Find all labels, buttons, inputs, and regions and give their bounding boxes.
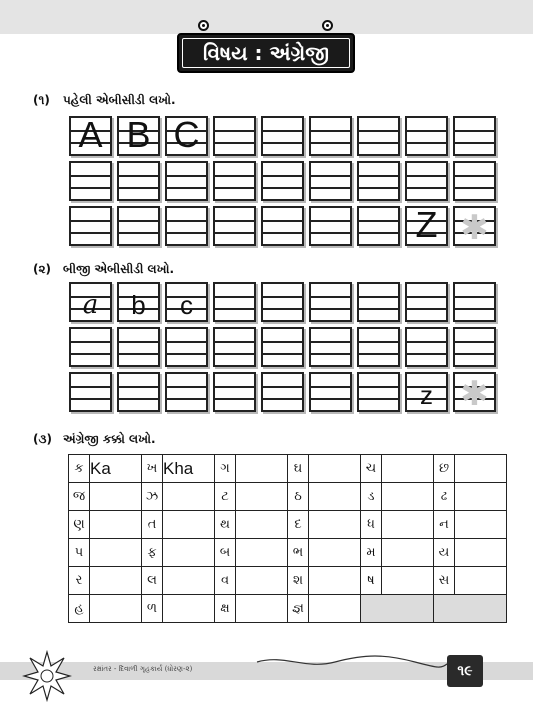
english-answer-cell — [382, 539, 434, 567]
section2-number: (૨) — [33, 262, 52, 276]
small-letter-cell — [213, 282, 256, 322]
ruled-line — [71, 386, 110, 388]
ruled-line — [407, 296, 446, 298]
gujarati-letter-cell: ટ — [215, 483, 236, 511]
gujarati-letter-cell: ષ — [361, 567, 382, 595]
ruled-line — [407, 341, 446, 343]
ruled-line — [311, 220, 350, 222]
ruled-line — [263, 341, 302, 343]
english-answer-cell — [382, 567, 434, 595]
english-answer-cell — [236, 567, 288, 595]
ruled-line — [119, 220, 158, 222]
table-row — [69, 511, 507, 539]
gujarati-letter-cell: ભ — [288, 539, 309, 567]
gujarati-letter-cell: પ — [69, 539, 90, 567]
ruled-line — [407, 353, 446, 355]
section2-heading-text: બીજી એબીસીડી લખો. — [63, 262, 175, 276]
ruled-line — [311, 142, 350, 144]
section1-heading-text: પહેલી એબીસીડી લખો. — [63, 93, 176, 107]
capital-letter-cell — [453, 161, 496, 201]
english-answer-cell — [236, 455, 288, 483]
capital-letter-letter: A — [78, 114, 103, 155]
small-letter-letter: z — [420, 380, 433, 410]
small-letter-cell — [357, 327, 400, 367]
gujarati-letter-cell: બ — [215, 539, 236, 567]
ruled-line — [167, 341, 206, 343]
english-answer-cell — [382, 455, 434, 483]
ruled-line — [311, 341, 350, 343]
english-answer-cell — [90, 595, 142, 623]
ruled-line — [215, 232, 254, 234]
ruled-line — [119, 386, 158, 388]
capital-letter-cell — [309, 206, 352, 246]
ruled-line — [359, 398, 398, 400]
gujarati-letter-cell: થ — [215, 511, 236, 539]
capital-letter-cell — [357, 161, 400, 201]
gujarati-letter-cell: ડ — [361, 483, 382, 511]
empty-grey-cell — [434, 595, 507, 623]
table-row — [69, 539, 507, 567]
small-letter-cell — [69, 372, 112, 412]
ruled-line — [167, 187, 206, 189]
ruled-line — [359, 220, 398, 222]
ruled-line — [311, 296, 350, 298]
ruled-line — [263, 296, 302, 298]
small-letter-cell — [357, 372, 400, 412]
ruled-line — [359, 142, 398, 144]
ruled-line — [311, 232, 350, 234]
gujarati-letter-cell: ઢ — [434, 483, 455, 511]
section3-heading-text: અંગ્રેજી કક્કો લખો. — [63, 432, 156, 446]
english-answer-cell — [309, 539, 361, 567]
gujarati-letter-cell: ઠ — [288, 483, 309, 511]
ruled-line — [167, 386, 206, 388]
gujarati-letter-cell: સ — [434, 567, 455, 595]
section1-heading — [33, 93, 176, 108]
squiggle-decoration-icon — [255, 652, 455, 672]
small-letter-cell — [117, 372, 160, 412]
english-answer-cell — [236, 539, 288, 567]
table-row — [69, 483, 507, 511]
star-icon: ✱ — [460, 208, 489, 248]
english-answer-cell — [163, 539, 215, 567]
ruled-line — [311, 353, 350, 355]
ruled-line — [455, 175, 494, 177]
english-answer-cell: Ka — [90, 455, 142, 483]
footer-text: રક્ષાંતર - દિવાળી ગૃહકાર્ય (ધોરણ-૨) — [93, 665, 193, 673]
ruled-line — [215, 220, 254, 222]
small-letter-cell — [309, 327, 352, 367]
small-letter-cell — [165, 372, 208, 412]
empty-grey-cell — [361, 595, 434, 623]
capital-letter-cell — [261, 161, 304, 201]
english-answer-cell — [455, 567, 507, 595]
english-answer-cell — [382, 511, 434, 539]
ruled-line — [215, 187, 254, 189]
capital-letter-cell — [69, 161, 112, 201]
english-answer-cell — [90, 567, 142, 595]
ruled-line — [263, 308, 302, 310]
ruled-line — [167, 353, 206, 355]
ruled-line — [215, 142, 254, 144]
capital-letter-letter: Z — [415, 204, 438, 245]
ruled-line — [455, 130, 494, 132]
capital-letter-cell — [405, 206, 448, 246]
gujarati-letter-cell: ઘ — [288, 455, 309, 483]
gujarati-letter-cell: ય — [434, 539, 455, 567]
ruled-line — [311, 187, 350, 189]
capital-letter-cell — [261, 206, 304, 246]
ruled-line — [167, 232, 206, 234]
small-letter-cell — [213, 327, 256, 367]
capital-letter-cell — [453, 206, 496, 246]
ruled-line — [263, 187, 302, 189]
ruled-line — [263, 130, 302, 132]
small-letter-cell — [261, 327, 304, 367]
english-answer-cell — [163, 595, 215, 623]
gujarati-letter-cell: ણ — [69, 511, 90, 539]
gujarati-letter-cell: ગ — [215, 455, 236, 483]
gujarati-letter-cell: ચ — [361, 455, 382, 483]
small-letter-cell — [357, 282, 400, 322]
ruled-line — [167, 220, 206, 222]
english-answer-cell — [236, 483, 288, 511]
english-answer-cell — [309, 455, 361, 483]
ruled-line — [311, 130, 350, 132]
capital-letter-cell — [405, 116, 448, 156]
english-answer-cell — [455, 539, 507, 567]
capital-letter-cell — [165, 161, 208, 201]
capital-letter-cell — [357, 116, 400, 156]
ruled-line — [71, 232, 110, 234]
english-answer-cell — [163, 567, 215, 595]
ruled-line — [263, 398, 302, 400]
ruled-line — [215, 296, 254, 298]
gujarati-letter-cell: જ — [69, 483, 90, 511]
capital-letter-cell — [117, 161, 160, 201]
small-letter-cell — [261, 372, 304, 412]
paint-splash-icon — [22, 650, 72, 702]
capital-letter-cell — [357, 206, 400, 246]
gujarati-letter-cell: ફ — [142, 539, 163, 567]
english-answer-cell — [90, 539, 142, 567]
gujarati-alphabet-table — [68, 454, 507, 623]
capital-letter-cell — [165, 116, 208, 156]
capital-letter-cell — [213, 161, 256, 201]
english-answer-cell — [455, 455, 507, 483]
ruled-line — [167, 398, 206, 400]
table-row — [69, 455, 507, 483]
capital-letter-cell — [213, 206, 256, 246]
gujarati-letter-cell: ખ — [142, 455, 163, 483]
ruled-line — [311, 175, 350, 177]
ruled-line — [407, 175, 446, 177]
ruled-line — [407, 130, 446, 132]
gujarati-letter-cell: ક્ષ — [215, 595, 236, 623]
capital-letter-cell — [309, 161, 352, 201]
ruled-line — [71, 341, 110, 343]
english-answer-cell — [163, 483, 215, 511]
ruled-line — [119, 341, 158, 343]
gujarati-letter-cell: દ — [288, 511, 309, 539]
table-row — [69, 567, 507, 595]
ruled-line — [311, 398, 350, 400]
gujarati-letter-cell: મ — [361, 539, 382, 567]
small-letter-cell — [213, 372, 256, 412]
english-answer-cell: Kha — [163, 455, 215, 483]
capital-letter-cell — [165, 206, 208, 246]
ruled-line — [263, 142, 302, 144]
ruled-line — [263, 175, 302, 177]
ruled-line — [215, 341, 254, 343]
ruled-line — [455, 308, 494, 310]
english-answer-cell — [90, 511, 142, 539]
small-letter-cell — [405, 372, 448, 412]
ruled-line — [71, 220, 110, 222]
ruled-line — [359, 232, 398, 234]
top-band — [0, 0, 533, 34]
section3-heading — [33, 432, 156, 447]
gujarati-letter-cell: ઝ — [142, 483, 163, 511]
star-icon: ✱ — [460, 374, 489, 414]
english-answer-cell — [236, 511, 288, 539]
english-answer-cell — [236, 595, 288, 623]
ruled-line — [263, 353, 302, 355]
ruled-line — [167, 175, 206, 177]
gujarati-letter-cell: વ — [215, 567, 236, 595]
subject-title: વિષય : અંગ્રેજી — [203, 41, 329, 65]
english-answer-cell — [455, 483, 507, 511]
binder-ring-left — [198, 20, 209, 31]
small-letter-cell — [309, 282, 352, 322]
capital-letter-cell — [453, 116, 496, 156]
ruled-line — [119, 187, 158, 189]
capital-letter-letter: B — [126, 114, 151, 155]
small-letter-cell — [69, 282, 112, 322]
english-answer-cell — [163, 511, 215, 539]
english-answer-cell — [309, 483, 361, 511]
section1-number: (૧) — [33, 93, 50, 107]
ruled-line — [119, 175, 158, 177]
ruled-line — [359, 353, 398, 355]
gujarati-letter-cell: ન — [434, 511, 455, 539]
capital-letter-cell — [213, 116, 256, 156]
english-answer-cell — [382, 483, 434, 511]
capital-letter-cell — [69, 206, 112, 246]
ruled-line — [359, 296, 398, 298]
page-number-badge — [447, 655, 483, 687]
small-letter-cell — [69, 327, 112, 367]
capital-letter-letter: C — [173, 114, 200, 155]
ruled-line — [215, 175, 254, 177]
ruled-line — [455, 353, 494, 355]
ruled-line — [119, 232, 158, 234]
ruled-line — [311, 308, 350, 310]
table-row — [69, 595, 507, 623]
ruled-line — [71, 398, 110, 400]
section2-heading — [33, 262, 174, 277]
gujarati-letter-cell: છ — [434, 455, 455, 483]
capital-letter-cell — [117, 116, 160, 156]
small-letter-cell — [117, 327, 160, 367]
ruled-line — [71, 175, 110, 177]
ruled-line — [215, 130, 254, 132]
capital-letter-cell — [117, 206, 160, 246]
gujarati-letter-cell: જ્ઞ — [288, 595, 309, 623]
gujarati-letter-cell: લ — [142, 567, 163, 595]
ruled-line — [119, 398, 158, 400]
ruled-line — [215, 398, 254, 400]
english-answer-cell — [309, 511, 361, 539]
small-letter-cell — [165, 327, 208, 367]
small-letter-cell — [453, 327, 496, 367]
ruled-line — [263, 220, 302, 222]
binder-ring-right — [322, 20, 333, 31]
gujarati-letter-cell: ક — [69, 455, 90, 483]
small-letter-cell — [405, 282, 448, 322]
english-answer-cell — [455, 511, 507, 539]
english-answer-cell — [90, 483, 142, 511]
ruled-line — [119, 353, 158, 355]
ruled-line — [71, 187, 110, 189]
small-letter-cell — [261, 282, 304, 322]
ruled-line — [71, 353, 110, 355]
ruled-line — [215, 308, 254, 310]
ruled-line — [455, 341, 494, 343]
small-letter-letter: b — [131, 290, 146, 320]
small-letter-cell — [309, 372, 352, 412]
small-letter-letter: c — [180, 290, 193, 320]
ruled-line — [263, 386, 302, 388]
ruled-line — [359, 341, 398, 343]
ruled-line — [215, 386, 254, 388]
capital-letter-cell — [309, 116, 352, 156]
small-letter-cell — [405, 327, 448, 367]
ruled-line — [455, 296, 494, 298]
small-letter-cell — [165, 282, 208, 322]
capital-letter-cell — [69, 116, 112, 156]
english-answer-cell — [309, 595, 361, 623]
ruled-line — [263, 232, 302, 234]
ruled-line — [455, 142, 494, 144]
ruled-line — [407, 142, 446, 144]
small-letter-cell — [117, 282, 160, 322]
ruled-line — [359, 187, 398, 189]
subject-title-box — [177, 33, 355, 73]
section3-number: (૩) — [33, 432, 52, 446]
page-number: ૧૯ — [457, 663, 473, 679]
ruled-line — [407, 187, 446, 189]
gujarati-letter-cell: શ — [288, 567, 309, 595]
small-letter-letter: a — [82, 290, 99, 320]
capital-letter-cell — [261, 116, 304, 156]
gujarati-letter-cell: હ — [69, 595, 90, 623]
ruled-line — [359, 130, 398, 132]
gujarati-letter-cell: ર — [69, 567, 90, 595]
gujarati-letter-cell: ધ — [361, 511, 382, 539]
ruled-line — [455, 187, 494, 189]
small-letter-cell — [453, 282, 496, 322]
ruled-line — [359, 175, 398, 177]
capital-letter-cell — [405, 161, 448, 201]
ruled-line — [215, 353, 254, 355]
ruled-line — [311, 386, 350, 388]
ruled-line — [359, 386, 398, 388]
gujarati-letter-cell: ળ — [142, 595, 163, 623]
small-letter-cell — [453, 372, 496, 412]
ruled-line — [407, 308, 446, 310]
gujarati-letter-cell: ત — [142, 511, 163, 539]
english-answer-cell — [309, 567, 361, 595]
ruled-line — [359, 308, 398, 310]
